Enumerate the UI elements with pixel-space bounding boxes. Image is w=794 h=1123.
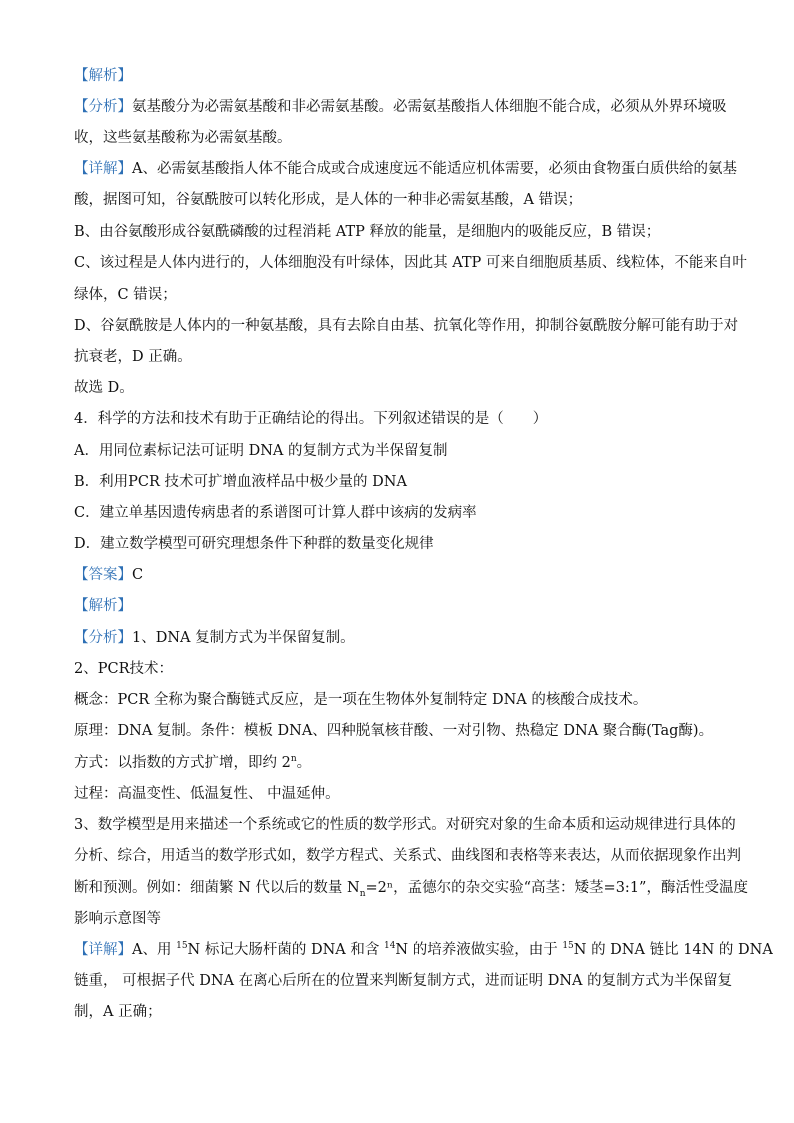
- fenxi-2-process: 过程：高温变性、低温复性、 中温延伸。: [74, 786, 340, 802]
- xiangjie-tag-2: 【详解】: [74, 942, 132, 958]
- fenxi-2-item-2: 2、PCR技术：: [74, 661, 173, 677]
- fenxi-paragraph-1-line-2: 收，这些氨基酸称为必需氨基酸。: [74, 130, 292, 146]
- fenxi-paragraph-1-line-1: [74, 97, 727, 117]
- fenxi-2-item-3-text: 断和预测。例如：细菌繁 N 代以后的数量 N: [74, 880, 360, 896]
- fenxi-text-1: 氨基酸分为必需氨基酸和非必需氨基酸。必需氨基酸指人体细胞不能合成，必须从外界环境吸: [132, 99, 727, 115]
- fenxi-2-principle: 原理：DNA 复制。条件：模板 DNA、四种脱氧核苷酸、一对引物、热稳定 DNA 聚合酶(Tag酶)。: [74, 723, 714, 739]
- xiangjie-1-b-line: B、由谷氨酸形成谷氨酰磷酸的过程消耗 ATP 释放的能量，是细胞内的吸能反应，B 错误；: [74, 224, 661, 240]
- xiangjie-2-text-b: N 标记大肠杆菌的 DNA 和含: [187, 942, 384, 958]
- xiangjie-2-text-d: N 的 DNA 链比 14N 的 DNA: [573, 942, 773, 958]
- xiangjie-1-a-line-2: 酸，据图可知，谷氨酰胺可以转化形成，是人体的一种非必需氨基酸，A 错误；: [74, 192, 583, 208]
- question-4-stem: 4．科学的方法和技术有助于正确结论的得出。下列叙述错误的是（ ）: [74, 411, 548, 427]
- xiangjie-1-c-line-2: 绿体，C 错误；: [74, 287, 177, 303]
- xiangjie-tag-1: 【详解】: [74, 161, 132, 177]
- fenxi-2-concept: 概念：PCR 全称为聚合酶链式反应，是一项在生物体外复制特定 DNA 的核酸合成技术。: [74, 692, 648, 708]
- isotope-15-superscript-2: 15: [562, 941, 574, 952]
- xiangjie-1-conclusion: 故选 D。: [74, 380, 134, 396]
- fenxi-2-item-3-line-2: 分析、综合，用适当的数学形式如，数学方程式、关系式、曲线图和表格等来表达，从而依据现象作出判: [74, 848, 741, 864]
- fenxi-2-method-exponent: n: [290, 754, 297, 765]
- answer-tag: 【答案】: [74, 567, 132, 583]
- fenxi-2-method-end: 。: [296, 755, 312, 771]
- fenxi-2-item-1-text: 1、DNA 复制方式为半保留复制。: [132, 630, 355, 646]
- fenxi-2-method: [74, 753, 311, 773]
- xiangjie-1-a-text: A、必需氨基酸指人体不能合成或合成速度远不能适应机体需要，必须由食物蛋白质供给的氨基: [132, 161, 737, 177]
- jiexi-heading-1: 【解析】: [74, 68, 132, 84]
- fenxi-2-item-3-line-4: 影响示意图等: [74, 911, 161, 927]
- fenxi-tag-1: 【分析】: [74, 99, 132, 115]
- fenxi-tag-2: 【分析】: [74, 630, 132, 646]
- isotope-14-superscript: 14: [383, 941, 396, 952]
- fenxi-2-item-1: [74, 628, 355, 648]
- question-4-option-a: A．用同位素标记法可证明 DNA 的复制方式为半保留复制: [74, 443, 448, 459]
- answer-line: [74, 565, 143, 585]
- fenxi-2-item-3-line-1: 3、数学模型是用来描述一个系统或它的性质的数学形式。对研究对象的生命本质和运动规律进行具体的: [74, 817, 736, 833]
- xiangjie-1-d-line-1: D、谷氨酰胺是人体内的一种氨基酸，具有去除自由基、抗氧化等作用，抑制谷氨酰胺分解可能有助于对: [74, 318, 739, 334]
- question-4-option-d: D．建立数学模型可研究理想条件下种群的数量变化规律: [74, 536, 434, 552]
- fenxi-2-item-3-text-end: =2ⁿ，孟德尔的杂交实验“高茎：矮茎=3:1”，酶活性受温度: [365, 880, 748, 896]
- xiangjie-1-d-line-2: 抗衰老，D 正确。: [74, 349, 192, 365]
- jiexi-heading-2: 【解析】: [74, 598, 132, 614]
- fenxi-2-item-3-line-3: [74, 878, 748, 898]
- isotope-15-superscript: 15: [176, 941, 188, 952]
- question-4-option-b: B．利用PCR 技术可扩增血液样品中极少量的 DNA: [74, 474, 407, 490]
- xiangjie-2-text-a: A、用: [132, 942, 177, 958]
- xiangjie-1-a-line-1: [74, 159, 737, 179]
- fenxi-2-method-text: 方式：以指数的方式扩增，即约 2: [74, 755, 291, 771]
- xiangjie-2-line-3: 制，A 正确；: [74, 1004, 162, 1020]
- xiangjie-2-text-c: N 的培养液做实验，由于: [395, 942, 563, 958]
- xiangjie-2-line-1: [74, 940, 773, 960]
- answer-value: C: [132, 567, 144, 583]
- xiangjie-2-line-2: 链重， 可根据子代 DNA 在离心后所在的位置来判断复制方式，进而证明 DNA 的复制方式为半保留复: [74, 973, 733, 989]
- xiangjie-1-c-line-1: C、该过程是人体内进行的，人体细胞没有叶绿体，因此其 ATP 可来自细胞质基质、线粒体，不能来自叶: [74, 255, 747, 271]
- fenxi-2-item-3-subscript: n: [359, 888, 366, 899]
- question-4-option-c: C．建立单基因遗传病患者的系谱图可计算人群中该病的发病率: [74, 505, 477, 521]
